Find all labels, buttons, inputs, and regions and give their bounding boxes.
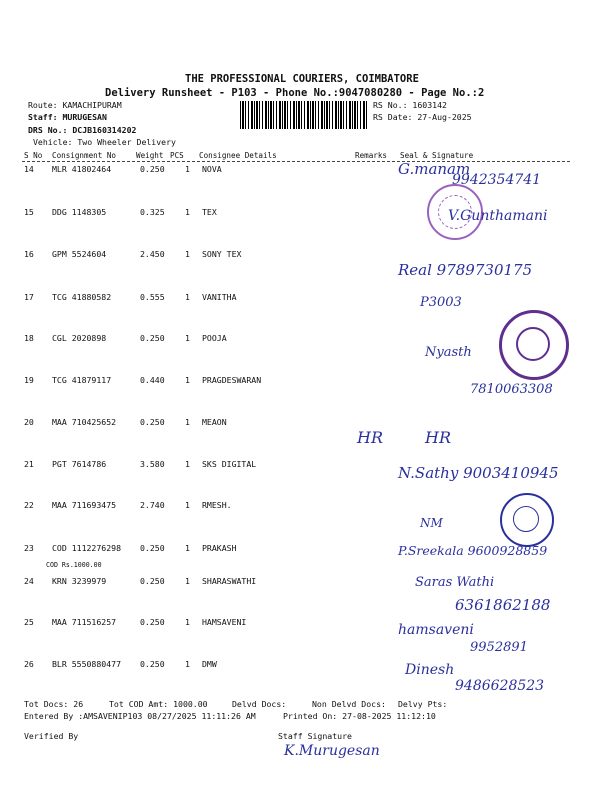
row-sno: 25 [24, 617, 34, 627]
row-consignee: MEAON [202, 417, 227, 427]
printed-on: Printed On: 27-08-2025 11:12:10 [283, 711, 436, 721]
row-pcs: 1 [185, 164, 190, 174]
row-consignee: RMESH. [202, 500, 232, 510]
row-consignee: PRAKASH [202, 543, 237, 553]
signature: Nyasth [425, 345, 472, 360]
row-consignee: DMW [202, 659, 217, 669]
row-weight: 0.440 [140, 375, 165, 385]
signature: 9486628523 [455, 678, 545, 694]
row-pcs: 1 [185, 659, 190, 669]
delivery-points: Delvy Pts: [398, 699, 448, 709]
row-sno: 26 [24, 659, 34, 669]
signature: V.Gunthamani [448, 208, 548, 224]
row-consignee: SONY TEX [202, 249, 242, 259]
row-weight: 0.250 [140, 543, 165, 553]
col-consignee: Consignee Details [199, 151, 277, 160]
row-consignment: MAA 711516257 [52, 617, 117, 627]
signature: G.manam [398, 160, 471, 178]
row-sno: 19 [24, 375, 34, 385]
col-consignment: Consignment No [52, 151, 117, 160]
staff: Staff: MURUGESAN [28, 112, 107, 122]
row-weight: 0.325 [140, 207, 165, 217]
signature: hamsaveni [398, 622, 474, 638]
row-pcs: 1 [185, 207, 190, 217]
col-pcs: PCS [170, 151, 184, 160]
row-pcs: 1 [185, 375, 190, 385]
signature: P.Sreekala 9600928859 [398, 543, 548, 558]
row-sno: 14 [24, 164, 34, 174]
col-remarks: Remarks [355, 151, 388, 160]
rs-number: RS No.: 1603142 [373, 100, 447, 110]
row-consignment: TCG 41880582 [52, 292, 112, 302]
row-consignment: MAA 711693475 [52, 500, 117, 510]
signature: NM [420, 516, 443, 530]
row-consignee: HAMSAVENI [202, 617, 247, 627]
signature: Dinesh [405, 662, 455, 678]
row-pcs: 1 [185, 500, 190, 510]
col-seal-signature: Seal & Signature [400, 151, 474, 160]
row-consignment: KRN 3239979 [52, 576, 107, 586]
row-weight: 0.250 [140, 333, 165, 343]
signature: Real 9789730175 [398, 261, 533, 279]
row-pcs: 1 [185, 543, 190, 553]
row-pcs: 1 [185, 576, 190, 586]
row-sno: 21 [24, 459, 34, 469]
total-cod-amount: Tot COD Amt: 1000.00 [109, 699, 208, 709]
row-weight: 0.250 [140, 617, 165, 627]
signature: 6361862188 [455, 596, 551, 614]
row-sno: 17 [24, 292, 34, 302]
runsheet-subtitle: Delivery Runsheet - P103 - Phone No.:9047080280 - Page No.:2 [105, 87, 485, 99]
row-sno: 20 [24, 417, 34, 427]
header-divider [22, 161, 570, 162]
seal-stamp [500, 493, 554, 547]
col-sno: S No [24, 151, 43, 160]
row-sno: 16 [24, 249, 34, 259]
row-consignment: TCG 41879117 [52, 375, 112, 385]
rs-date: RS Date: 27-Aug-2025 [373, 112, 472, 122]
row-consignee: NOVA [202, 164, 222, 174]
row-weight: 0.250 [140, 417, 165, 427]
row-pcs: 1 [185, 333, 190, 343]
row-pcs: 1 [185, 292, 190, 302]
row-consignee: PRAGDESWARAN [202, 375, 262, 385]
signature: 7810063308 [470, 382, 553, 397]
row-weight: 0.250 [140, 576, 165, 586]
row-pcs: 1 [185, 249, 190, 259]
row-consignee: SHARASWATHI [202, 576, 257, 586]
row-consignment: COD 1112276298 [52, 543, 122, 553]
row-pcs: 1 [185, 417, 190, 427]
row-sno: 24 [24, 576, 34, 586]
company-title: THE PROFESSIONAL COURIERS, COIMBATORE [185, 73, 419, 85]
row-consignee: SKS DIGITAL [202, 459, 257, 469]
row-sno: 23 [24, 543, 34, 553]
row-consignment: PGT 7614786 [52, 459, 107, 469]
seal-stamp [499, 310, 569, 380]
vehicle: Vehicle: Two Wheeler Delivery [33, 137, 176, 147]
row-sno: 15 [24, 207, 34, 217]
row-weight: 0.250 [140, 659, 165, 669]
row-weight: 0.555 [140, 292, 165, 302]
row-consignment: BLR 5550880477 [52, 659, 122, 669]
staff-signature-label: Staff Signature [278, 731, 352, 741]
col-weight: Weight [136, 151, 164, 160]
row-weight: 0.250 [140, 164, 165, 174]
row-weight: 2.740 [140, 500, 165, 510]
signature: Saras Wathi [415, 575, 495, 590]
row-consignment: GPM 5524604 [52, 249, 107, 259]
row-consignment: MAA 710425652 [52, 417, 117, 427]
row-weight: 3.580 [140, 459, 165, 469]
signature: HR [425, 428, 451, 447]
non-delivered-docs: Non Delvd Docs: [312, 699, 386, 709]
drs-number: DRS No.: DCJB160314202 [28, 125, 137, 135]
row-consignee: TEX [202, 207, 217, 217]
signature: 9952891 [470, 640, 528, 655]
route: Route: KAMACHIPURAM [28, 100, 122, 110]
staff-signature: K.Murugesan [284, 743, 380, 759]
row-weight: 2.450 [140, 249, 165, 259]
row-consignee: VANITHA [202, 292, 237, 302]
row-sno: 22 [24, 500, 34, 510]
row-pcs: 1 [185, 617, 190, 627]
remark-handwritten: HR [357, 428, 383, 447]
verified-by-label: Verified By [24, 731, 79, 741]
row-pcs: 1 [185, 459, 190, 469]
row-consignee: POOJA [202, 333, 227, 343]
entered-by: Entered By :AMSAVENIP103 08/27/2025 11:11:26 AM [24, 711, 256, 721]
cod-note: COD Rs.1000.00 [46, 561, 102, 569]
barcode [240, 101, 368, 129]
row-consignment: MLR 41802464 [52, 164, 112, 174]
total-docs: Tot Docs: 26 [24, 699, 84, 709]
signature: N.Sathy 9003410945 [398, 464, 559, 482]
signature: P3003 [420, 295, 462, 310]
row-sno: 18 [24, 333, 34, 343]
row-consignment: CGL 2020898 [52, 333, 107, 343]
delivered-docs: Delvd Docs: [232, 699, 287, 709]
row-consignment: DDG 1148305 [52, 207, 107, 217]
signature: 9942354741 [452, 172, 542, 188]
